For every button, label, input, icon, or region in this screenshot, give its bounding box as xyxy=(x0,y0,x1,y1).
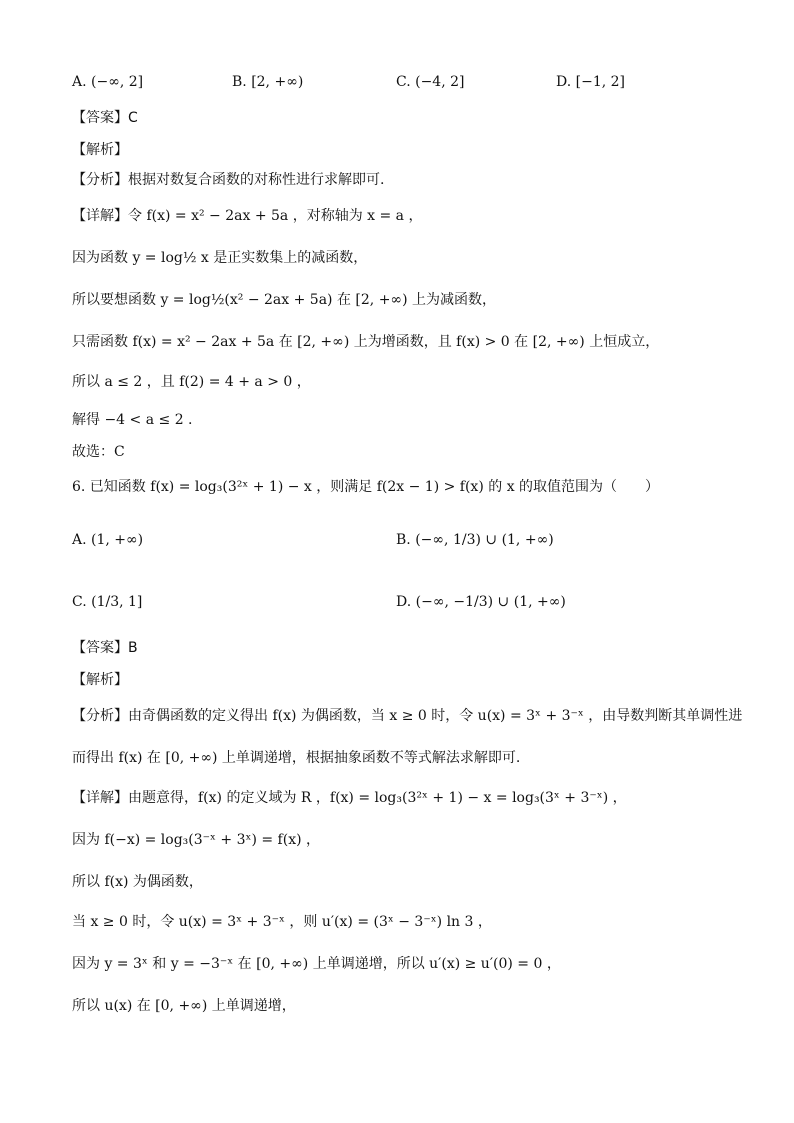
q5-option-d: D. [−1, 2] xyxy=(556,74,625,90)
q5-choose: 故选：C xyxy=(72,444,125,460)
q6-fenxi-line-2: 而得出 f(x) 在 [0, +∞) 上单调递增，根据抽象函数不等式解法求解即可. xyxy=(72,750,521,766)
q5-step-4: 所以 a ≤ 2 ，且 f(2) = 4 + a > 0 ， xyxy=(72,374,311,390)
q6-fenxi-line-1: 【分析】由奇偶函数的定义得出 f(x) 为偶函数，当 x ≥ 0 时，令 u(x) = 3ˣ + 3⁻ˣ ，由导数判断其单调性进 xyxy=(72,708,743,724)
q5-step-1: 因为函数 y = log½ x 是正实数集上的减函数， xyxy=(72,250,368,266)
q6-option-c: C. (1/3, 1] xyxy=(72,594,143,610)
q6-stem: 6. 已知函数 f(x) = log₃(3²ˣ + 1) − x ，则满足 f(2x − 1) > f(x) 的 x 的取值范围为（ ） xyxy=(72,479,660,495)
q6-step-5: 所以 u(x) 在 [0, +∞) 上单调递增， xyxy=(72,998,296,1014)
q5-answer: 【答案】C xyxy=(72,110,138,126)
q6-option-d: D. (−∞, −1/3) ∪ (1, +∞) xyxy=(396,594,566,610)
q5-step-5: 解得 −4 < a ≤ 2 . xyxy=(72,412,193,428)
q6-answer: 【答案】B xyxy=(72,640,138,656)
q5-step-3: 只需函数 f(x) = x² − 2ax + 5a 在 [2, +∞) 上为增函数，且 f(x) > 0 在 [2, +∞) 上恒成立， xyxy=(72,334,660,350)
q6-step-4: 因为 y = 3ˣ 和 y = −3⁻ˣ 在 [0, +∞) 上单调递增，所以 u′(x) ≥ u′(0) = 0 ， xyxy=(72,956,561,972)
q6-xiangjie: 【详解】由题意得，f(x) 的定义域为 R ，f(x) = log₃(3²ˣ + 1) − x = log₃(3ˣ + 3⁻ˣ) ， xyxy=(72,790,627,806)
q5-option-b: B. [2, +∞) xyxy=(232,74,304,90)
q6-step-2: 所以 f(x) 为偶函数， xyxy=(72,874,203,890)
q5-analysis-heading: 【解析】 xyxy=(72,142,128,158)
q6-step-1: 因为 f(−x) = log₃(3⁻ˣ + 3ˣ) = f(x) ， xyxy=(72,832,321,848)
q6-analysis-heading: 【解析】 xyxy=(72,672,128,688)
q5-option-a: A. (−∞, 2] xyxy=(72,74,144,90)
q6-option-b: B. (−∞, 1/3) ∪ (1, +∞) xyxy=(396,532,554,548)
q6-option-a: A. (1, +∞) xyxy=(72,532,144,548)
q6-step-3: 当 x ≥ 0 时，令 u(x) = 3ˣ + 3⁻ˣ ，则 u′(x) = (3ˣ − 3⁻ˣ) ln 3 ， xyxy=(72,914,492,930)
q5-xiangjie: 【详解】令 f(x) = x² − 2ax + 5a ，对称轴为 x = a ， xyxy=(72,208,423,224)
q5-option-c: C. (−4, 2] xyxy=(396,74,465,90)
q5-step-2: 所以要想函数 y = log½(x² − 2ax + 5a) 在 [2, +∞) 上为减函数， xyxy=(72,292,496,308)
q5-fenxi: 【分析】根据对数复合函数的对称性进行求解即可. xyxy=(72,172,385,188)
